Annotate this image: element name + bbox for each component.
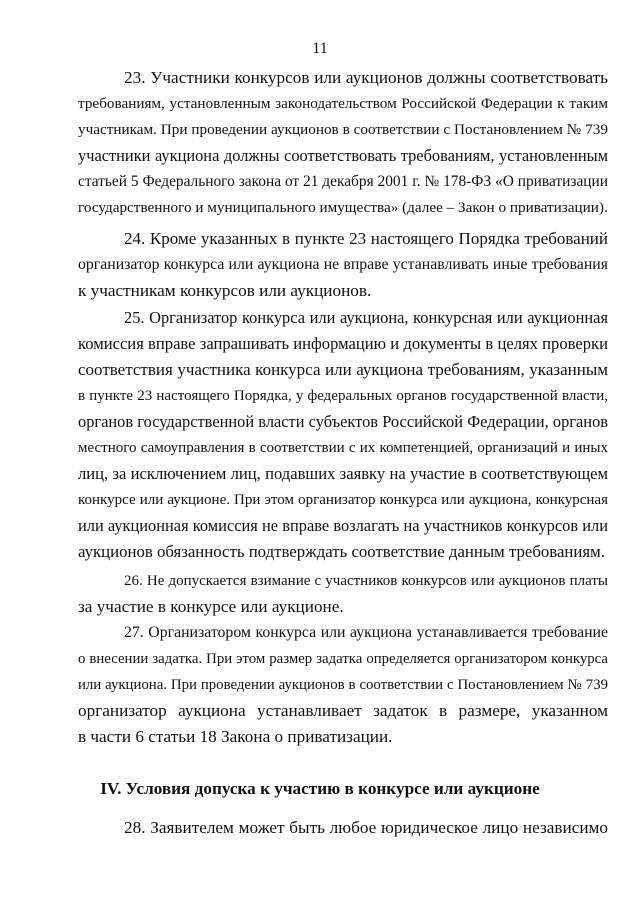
text-line: соответствия участника конкурса или аукциона требованиям, указанным	[78, 360, 608, 379]
paragraph-26	[78, 568, 608, 620]
text-line: 25. Организатор конкурса или аукциона, конкурсная или аукционная	[124, 308, 608, 327]
text-line: статьей 5 Федерального закона от 21 декабря 2001 г. № 178-ФЗ «О приватизации	[78, 173, 608, 190]
text-line: комиссия вправе запрашивать информацию и документы в целях проверки	[78, 334, 608, 353]
text-line: участникам. При проведении аукционов в соответствии с Постановлением № 739	[78, 121, 608, 138]
paragraph-23	[78, 65, 608, 221]
text-line: о внесении задатка. При этом размер задатка определяется организатором конкурса	[78, 651, 608, 667]
text-line: лиц, за исключением лиц, подавших заявку на участие в соответствующем	[78, 464, 608, 483]
text-line: в части 6 статьи 18 Закона о приватизации.	[78, 727, 393, 746]
section-heading: IV. Условия допуска к участию в конкурсе или аукционе	[100, 779, 540, 798]
text-line: организатор аукциона устанавливает задаток в размере, указанном	[78, 701, 608, 720]
text-line: 26. Не допускается взимание с участников конкурсов или аукционов платы	[124, 573, 608, 589]
text-line: 24. Кроме указанных в пункте 23 настоящего Порядка требований	[124, 229, 608, 248]
text-line: аукционов обязанность подтверждать соответствие данным требованиям.	[78, 542, 605, 561]
text-line: или аукциона. При проведении аукционов в соответствии с Постановлением № 739	[78, 677, 608, 693]
text-line: органов государственной власти субъектов Российской Федерации, органов	[78, 412, 608, 431]
text-line: государственного и муниципального имущества» (далее – Закон о приватизации).	[78, 199, 608, 216]
text-line: за участие в конкурсе или аукционе.	[78, 597, 344, 616]
text-line: требованиям, установленным законодательством Российской Федерации к таким	[78, 95, 608, 112]
paragraph-25	[78, 305, 608, 565]
text-line: организатор конкурса или аукциона не вправе устанавливать иные требования	[78, 256, 608, 273]
text-line: конкурсе или аукционе. При этом организатор конкурса или аукциона, конкурсная	[78, 492, 608, 508]
text-line: 27. Организатором конкурса или аукциона устанавливается требование	[124, 624, 608, 641]
text-line: 23. Участники конкурсов или аукционов должны соответствовать	[124, 68, 608, 87]
text-line: в пункте 23 настоящего Порядка, у федеральных органов государственной власти,	[78, 388, 608, 404]
text-line: участники аукциона должны соответствовать требованиям, установленным	[78, 146, 608, 165]
text-line: местного самоуправления в соответствии с их компетенцией, организаций и иных	[78, 440, 608, 456]
text-line: к участникам конкурсов или аукционов.	[78, 281, 372, 300]
paragraph-24	[78, 226, 608, 304]
text-line: 28. Заявителем может быть любое юридическое лицо независимо	[124, 818, 608, 837]
paragraph-28	[78, 815, 608, 841]
text-line: или аукционная комиссия не вправе возлагать на участников конкурсов или	[78, 516, 608, 535]
paragraph-27	[78, 620, 608, 750]
page-number: 11	[312, 40, 328, 57]
